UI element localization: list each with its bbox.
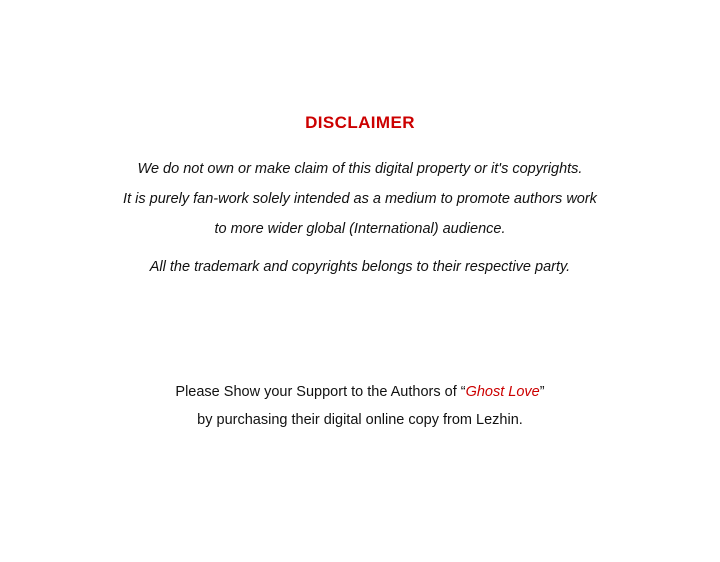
disclaimer-line-1: We do not own or make claim of this digital property or it's copyrights. bbox=[137, 161, 583, 177]
disclaimer-text-block bbox=[60, 154, 660, 282]
support-line-1-suffix: ” bbox=[539, 384, 545, 400]
support-line-1-prefix: Please Show your Support to the Authors of “ bbox=[175, 384, 466, 400]
disclaimer-line-2: It is purely fan-work solely intended as a medium to promote authors work bbox=[123, 191, 597, 207]
disclaimer-line-3: to more wider global (International) audience. bbox=[214, 221, 506, 237]
support-text-block bbox=[60, 378, 660, 434]
text-spacer bbox=[60, 244, 660, 252]
disclaimer-line-4: All the trademark and copyrights belongs to their respective party. bbox=[149, 259, 571, 275]
page-title: DISCLAIMER bbox=[305, 113, 415, 132]
support-line-1 bbox=[60, 378, 660, 406]
work-title: Ghost Love bbox=[465, 384, 540, 400]
support-line-2: by purchasing their digital online copy from Lezhin. bbox=[197, 412, 523, 428]
